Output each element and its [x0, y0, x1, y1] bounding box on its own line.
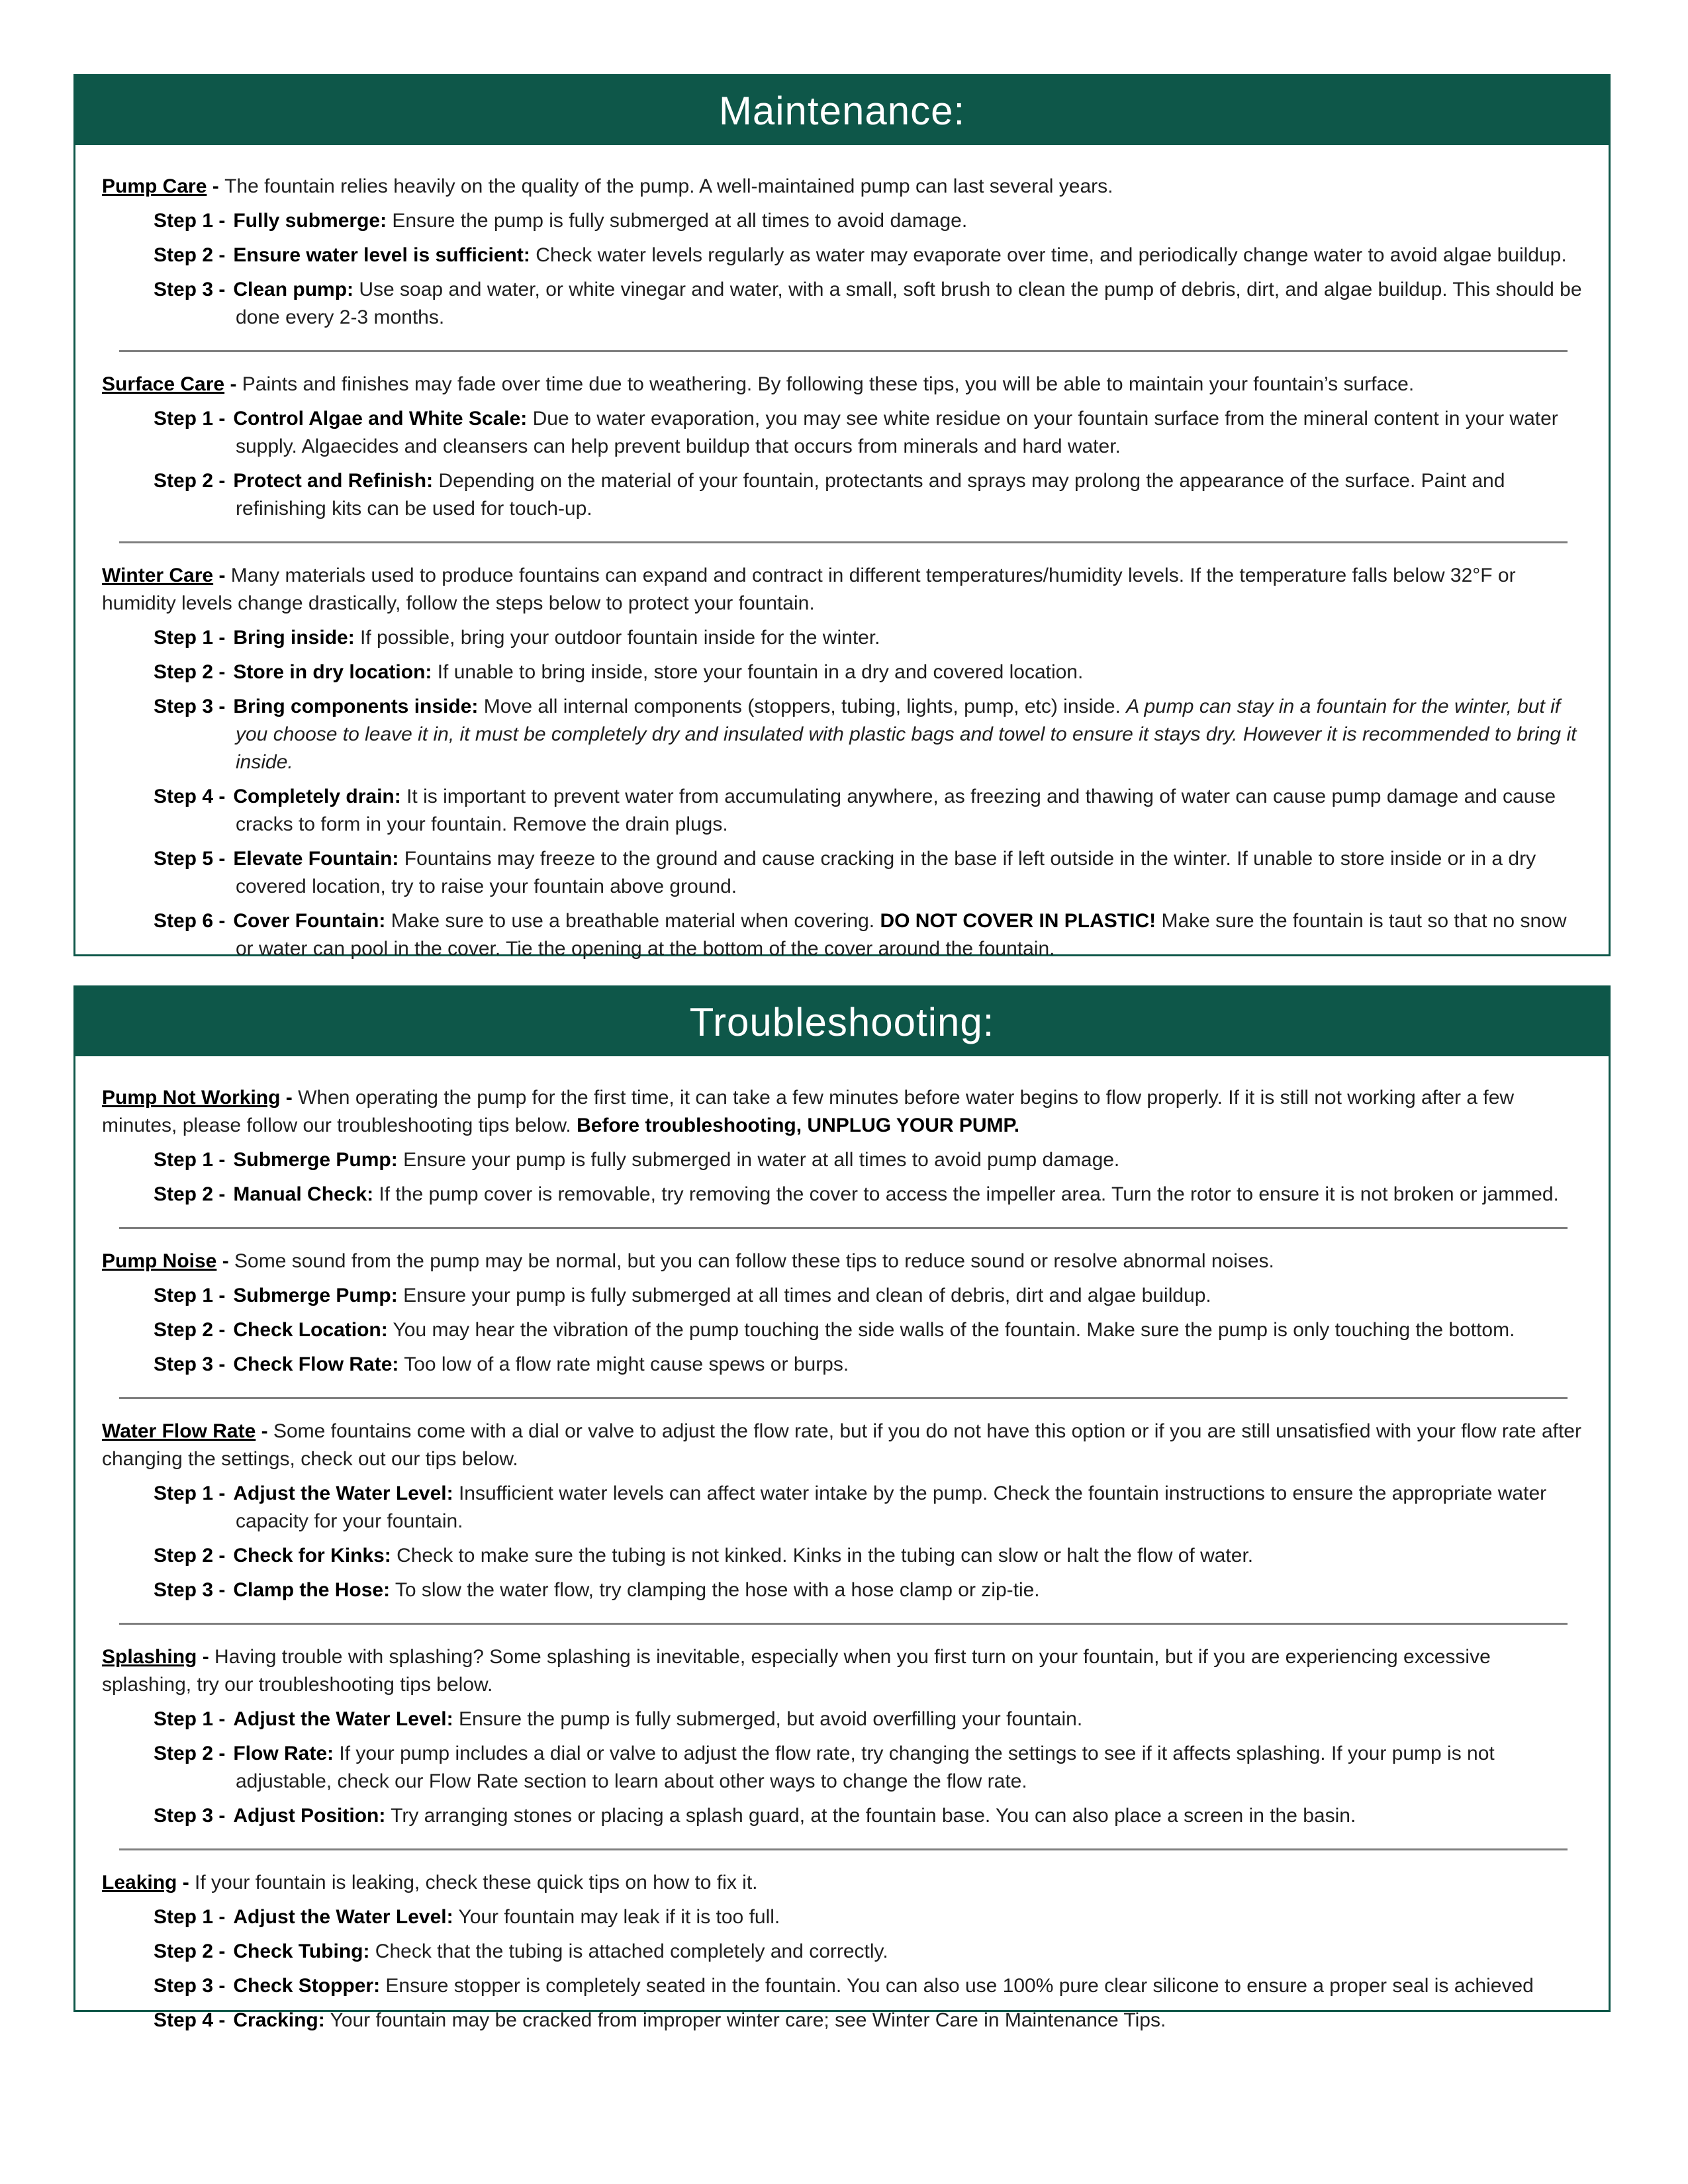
- text-run: Make sure the fountain is taut so that no snow or water can pool in the cover. Tie the opening at the bottom of the cover around the fountain.: [236, 910, 1567, 960]
- step: [154, 1740, 1585, 1796]
- section-divider: [119, 541, 1568, 543]
- step: [154, 1576, 1585, 1604]
- step: [154, 242, 1585, 269]
- step: [154, 907, 1585, 963]
- step: [154, 1706, 1585, 1733]
- step-label: Step 3 -: [154, 1353, 226, 1375]
- heading-dash: -: [197, 1646, 215, 1668]
- step-label: Step 3 -: [154, 1805, 226, 1827]
- text-run: Bring inside:: [233, 627, 355, 649]
- section-heading: Winter Care: [102, 565, 214, 586]
- step-label: Step 2 -: [154, 661, 226, 683]
- step: [154, 1146, 1585, 1174]
- text-run: Check to make sure the tubing is not kinked. Kinks in the tubing can slow or halt the flow of water.: [391, 1545, 1254, 1567]
- text-run: Insufficient water levels can affect water intake by the pump. Check the fountain instructions to ensure the appropriate water capacity for your fountain.: [236, 1482, 1547, 1532]
- step: [154, 1802, 1585, 1830]
- section-intro-splashing: [102, 1643, 1585, 1699]
- text-run: Adjust the Water Level:: [233, 1482, 453, 1504]
- heading-dash: -: [177, 1872, 195, 1893]
- section-intro-water-flow-rate: [102, 1418, 1585, 1473]
- text-run: Check Flow Rate:: [233, 1353, 399, 1375]
- step: [154, 1938, 1585, 1966]
- step-label: Step 3 -: [154, 1579, 226, 1601]
- text-run: Ensure water level is sufficient:: [233, 244, 530, 266]
- step-label: Step 1 -: [154, 1906, 226, 1928]
- text-run: Submerge Pump:: [233, 1149, 398, 1171]
- maintenance-panel: [73, 74, 1611, 960]
- text-run: Check Tubing:: [233, 1940, 370, 1962]
- step-label: Step 1 -: [154, 1708, 226, 1730]
- heading-dash: -: [216, 1250, 235, 1272]
- panel-title: Maintenance:: [718, 88, 966, 133]
- text-run: Clean pump:: [233, 279, 354, 300]
- text-run: Your fountain may leak if it is too full.: [453, 1906, 780, 1928]
- section-heading: Splashing: [102, 1646, 197, 1668]
- section-heading: Pump Not Working: [102, 1087, 281, 1109]
- text-run: Elevate Fountain:: [233, 848, 399, 870]
- step: [154, 1316, 1585, 1344]
- text-run: Flow Rate:: [233, 1743, 334, 1764]
- heading-dash: -: [207, 175, 225, 197]
- text-run: Ensure stopper is completely seated in the fountain. You can also use 100% pure clear silicone to ensure a proper seal is achieved: [380, 1975, 1534, 1997]
- section-heading: Pump Noise: [102, 1250, 217, 1272]
- text-run: Store in dry location:: [233, 661, 432, 683]
- text-run: Depending on the material of your fountain, protectants and sprays may prolong the appearance of the surface. Paint and refinishing kits can be used for touch-up.: [236, 470, 1505, 520]
- text-run: Cracking:: [233, 2009, 325, 2031]
- text-run: Adjust the Water Level:: [233, 1906, 453, 1928]
- section-intro-pump-noise: [102, 1248, 1585, 1275]
- step: [154, 405, 1585, 461]
- heading-dash: -: [280, 1087, 299, 1109]
- section-divider: [119, 1623, 1568, 1625]
- section-divider: [119, 1227, 1568, 1229]
- panel-body: [75, 1056, 1609, 2034]
- step-label: Step 2 -: [154, 1545, 226, 1567]
- text-run: Check Stopper:: [233, 1975, 381, 1997]
- step: [154, 1480, 1585, 1535]
- panel-title: Troubleshooting:: [689, 999, 995, 1044]
- text-run: Make sure to use a breathable material when covering.: [385, 910, 880, 932]
- step: [154, 1542, 1585, 1570]
- step-label: Step 1 -: [154, 1482, 226, 1504]
- step-label: Step 2 -: [154, 1319, 226, 1341]
- text-run: Check Location:: [233, 1319, 388, 1341]
- step-label: Step 1 -: [154, 408, 226, 430]
- step-label: Step 3 -: [154, 279, 226, 300]
- text-run: The fountain relies heavily on the quality of the pump. A well-maintained pump can last several years.: [224, 175, 1113, 197]
- step-label: Step 1 -: [154, 1149, 226, 1171]
- section-intro-winter-care: [102, 562, 1585, 617]
- step-label: Step 4 -: [154, 786, 226, 807]
- section-intro-pump-not-working: [102, 1084, 1585, 1140]
- text-run: Your fountain may be cracked from improper winter care; see Winter Care in Maintenance Tips.: [324, 2009, 1166, 2031]
- step: [154, 1903, 1585, 1931]
- text-run: Some sound from the pump may be normal, but you can follow these tips to reduce sound or resolve abnormal noises.: [234, 1250, 1274, 1272]
- text-run: A pump can stay in a fountain for the winter, but if you choose to leave it in, it must be completely dry and insulated with plastic bags and towel to ensure it stays dry. However it is recommended to bring it inside.: [236, 696, 1577, 773]
- section-intro-leaking: [102, 1869, 1585, 1897]
- section-intro-pump-care: [102, 173, 1585, 201]
- text-run: Too low of a flow rate might cause spews or burps.: [399, 1353, 849, 1375]
- text-run: Due to water evaporation, you may see white residue on your fountain surface from the mineral content in your water supply. Algaecides and cleansers can help prevent buildup that occurs from minerals and hard water.: [236, 408, 1558, 457]
- step: [154, 659, 1585, 686]
- text-run: Ensure the pump is fully submerged at all times to avoid damage.: [387, 210, 968, 232]
- section-intro-surface-care: [102, 371, 1585, 398]
- text-run: Control Algae and White Scale:: [233, 408, 528, 430]
- step-label: Step 2 -: [154, 1743, 226, 1764]
- step-label: Step 5 -: [154, 848, 226, 870]
- heading-dash: -: [224, 373, 242, 395]
- text-run: To slow the water flow, try clamping the hose with a hose clamp or zip-tie.: [390, 1579, 1040, 1601]
- step-label: Step 2 -: [154, 1940, 226, 1962]
- section-heading: Pump Care: [102, 175, 207, 197]
- text-run: When operating the pump for the first time, it can take a few minutes before water begins to flow properly. If it is still not working after a few minutes, please follow our troubleshooting tips below.: [102, 1087, 1515, 1136]
- heading-dash: -: [256, 1420, 273, 1442]
- text-run: Manual Check:: [233, 1183, 374, 1205]
- step: [154, 1972, 1585, 2000]
- text-run: Ensure your pump is fully submerged in water at all times to avoid pump damage.: [397, 1149, 1120, 1171]
- text-run: Try arranging stones or placing a splash guard, at the fountain base. You can also place a screen in the basin.: [385, 1805, 1356, 1827]
- text-run: Bring components inside:: [233, 696, 479, 717]
- step: [154, 693, 1585, 776]
- step: [154, 467, 1585, 523]
- step-label: Step 1 -: [154, 627, 226, 649]
- text-run: Ensure the pump is fully submerged, but avoid overfilling your fountain.: [453, 1708, 1083, 1730]
- text-run: Submerge Pump:: [233, 1285, 398, 1306]
- step: [154, 845, 1585, 901]
- panel-header: [75, 987, 1609, 1056]
- step: [154, 2007, 1585, 2034]
- step: [154, 1282, 1585, 1310]
- step-label: Step 1 -: [154, 210, 226, 232]
- text-run: Clamp the Hose:: [233, 1579, 391, 1601]
- step-label: Step 2 -: [154, 470, 226, 492]
- section-heading: Water Flow Rate: [102, 1420, 256, 1442]
- text-run: Move all internal components (stoppers, tubing, lights, pump, etc) inside.: [478, 696, 1127, 717]
- text-run: Check for Kinks:: [233, 1545, 391, 1567]
- text-run: Paints and finishes may fade over time due to weathering. By following these tips, you will be able to maintain your fountain’s surface.: [242, 373, 1415, 395]
- step: [154, 276, 1585, 332]
- text-run: If the pump cover is removable, try removing the cover to access the impeller area. Turn the rotor to ensure it is not broken or jammed.: [373, 1183, 1559, 1205]
- text-run: Fully submerge:: [233, 210, 387, 232]
- text-run: Having trouble with splashing? Some splashing is inevitable, especially when you first turn on your fountain, but if you are experiencing excessive splashing, try our troubleshooting tips below.: [102, 1646, 1491, 1696]
- step-label: Step 3 -: [154, 1975, 226, 1997]
- step-label: Step 6 -: [154, 910, 226, 932]
- section-divider: [119, 350, 1568, 352]
- troubleshooting-panel: [73, 985, 1611, 2031]
- text-run: Many materials used to produce fountains can expand and contract in different temperatures/humidity levels. If the temperature falls below 32°F or humidity levels change drastically, follow the steps below to protect your fountain.: [102, 565, 1516, 614]
- section-heading: Leaking: [102, 1872, 177, 1893]
- text-run: Protect and Refinish:: [233, 470, 434, 492]
- text-run: Completely drain:: [233, 786, 401, 807]
- text-run: Adjust the Water Level:: [233, 1708, 453, 1730]
- panel-body: [75, 145, 1609, 963]
- section-divider: [119, 1848, 1568, 1850]
- panel-header: [75, 76, 1609, 145]
- text-run: Check water levels regularly as water may evaporate over time, and periodically change water to avoid algae buildup.: [530, 244, 1567, 266]
- text-run: Ensure your pump is fully submerged at all times and clean of debris, dirt and algae buildup.: [397, 1285, 1211, 1306]
- step: [154, 624, 1585, 652]
- text-run: Some fountains come with a dial or valve to adjust the flow rate, but if you do not have this option or if you are still unsatisfied with your flow rate after changing the settings, check out our tips below.: [102, 1420, 1581, 1470]
- text-run: Fountains may freeze to the ground and cause cracking in the base if left outside in the winter. If unable to store inside or in a dry covered location, try to raise your fountain above ground.: [236, 848, 1536, 897]
- text-run: Before troubleshooting, UNPLUG YOUR PUMP.: [577, 1115, 1020, 1136]
- text-run: You may hear the vibration of the pump touching the side walls of the fountain. Make sure the pump is only touching the bottom.: [387, 1319, 1515, 1341]
- step-label: Step 2 -: [154, 1183, 226, 1205]
- step-label: Step 2 -: [154, 244, 226, 266]
- text-run: Adjust Position:: [233, 1805, 386, 1827]
- step: [154, 207, 1585, 235]
- section-heading: Surface Care: [102, 373, 225, 395]
- step: [154, 783, 1585, 839]
- step-label: Step 1 -: [154, 1285, 226, 1306]
- step: [154, 1181, 1585, 1208]
- text-run: It is important to prevent water from accumulating anywhere, as freezing and thawing of water can cause pump damage and cause cracks to form in your fountain. Remove the drain plugs.: [236, 786, 1556, 835]
- heading-dash: -: [213, 565, 231, 586]
- text-run: If your pump includes a dial or valve to adjust the flow rate, try changing the settings to see if it affects splashing. If your pump is not adjustable, check our Flow Rate section to learn about other ways to change the flow rate.: [236, 1743, 1495, 1792]
- text-run: If unable to bring inside, store your fountain in a dry and covered location.: [432, 661, 1084, 683]
- text-run: Cover Fountain:: [233, 910, 386, 932]
- step: [154, 1351, 1585, 1379]
- section-divider: [119, 1397, 1568, 1399]
- text-run: Check that the tubing is attached completely and correctly.: [369, 1940, 888, 1962]
- text-run: If possible, bring your outdoor fountain inside for the winter.: [354, 627, 880, 649]
- step-label: Step 4 -: [154, 2009, 226, 2031]
- text-run: If your fountain is leaking, check these quick tips on how to fix it.: [195, 1872, 758, 1893]
- text-run: Use soap and water, or white vinegar and water, with a small, soft brush to clean the pump of debris, dirt, and algae buildup. This should be done every 2-3 months.: [236, 279, 1582, 328]
- step-label: Step 3 -: [154, 696, 226, 717]
- text-run: DO NOT COVER IN PLASTIC!: [880, 910, 1156, 932]
